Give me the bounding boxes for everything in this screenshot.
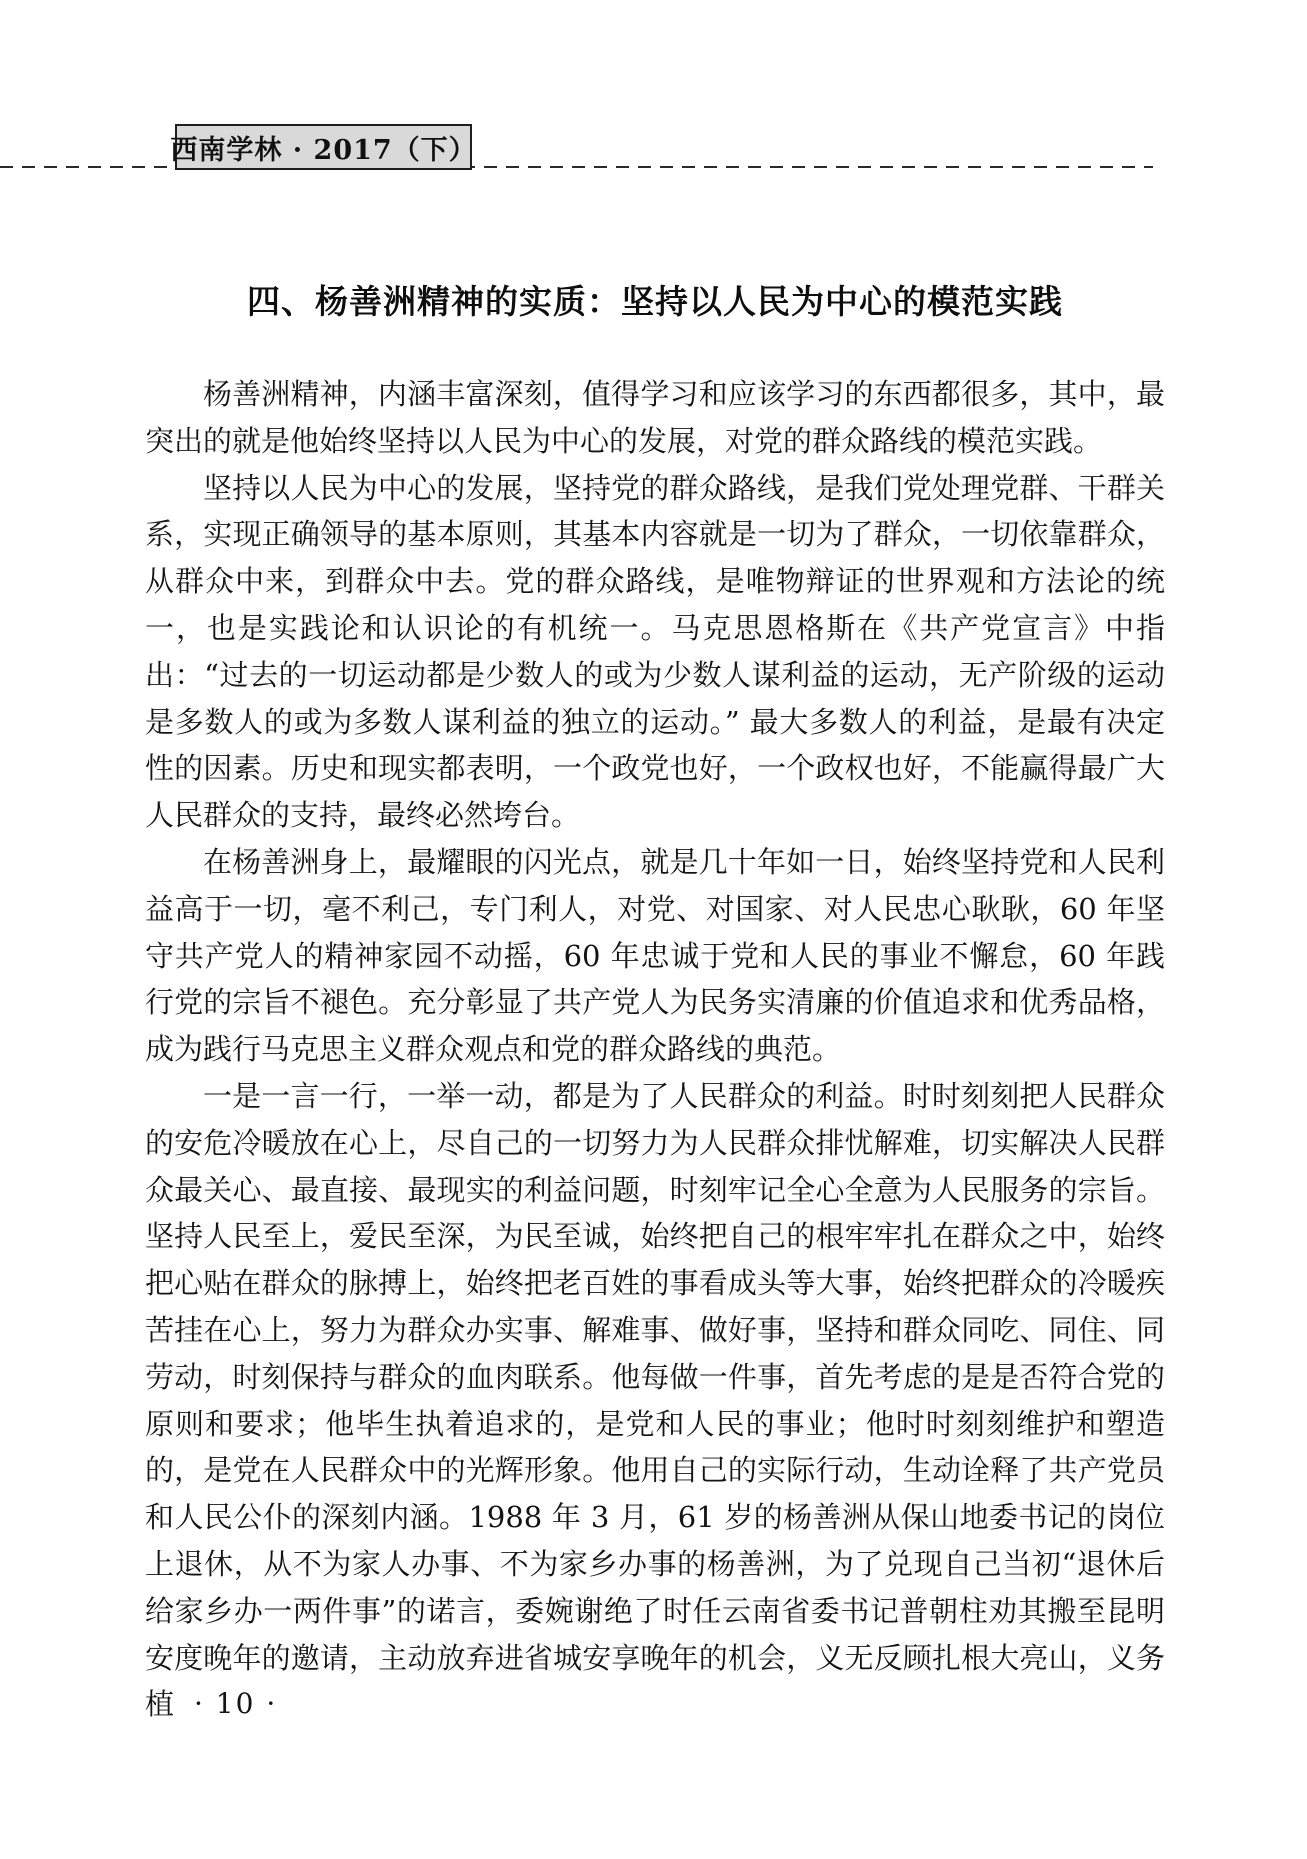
section-heading: 四、杨善洲精神的实质：坚持以人民为中心的模范实践 bbox=[247, 282, 1063, 321]
body-text bbox=[145, 371, 1165, 1728]
paragraph: 一是一言一行，一举一动，都是为了人民群众的利益。时时刻刻把人民群众的安危冷暖放在心上，尽自己的一切努力为人民群众排忧解难，切实解决人民群众最关心、最直接、最现实的利益问题，时刻牢记全心全意为人民服务的宗旨。坚持人民至上，爱民至深，为民至诚，始终把自己的根牢牢扎在群众之中，始终把心贴在群众的脉搏上，始终把老百姓的事看成头等大事，始终把群众的冷暖疾苦挂在心上，努力为群众办实事、解难事、做好事，坚持和群众同吃、同住、同劳动，时刻保持与群众的血肉联系。他每做一件事，首先考虑的是是否符合党的原则和要求；他毕生执着追求的，是党和人民的事业；他时时刻刻维护和塑造的，是党在人民群众中的光辉形象。他用自己的实际行动，生动诠释了共产党员和人民公仆的深刻内涵。1988 年 3 月，61 岁的杨善洲从保山地委书记的岗位上退休，从不为家人办事、不为家乡办事的杨善洲，为了兑现自己当初“退休后给家乡办一两件事”的诺言，委婉谢绝了时任云南省委书记普朝柱劝其搬至昆明安度晚年的邀请，主动放弃进省城安享晚年的机会，义无反顾扎根大亮山，义务植 bbox=[145, 1078, 1165, 1722]
page-number: · 10 · bbox=[194, 1687, 278, 1720]
journal-title: 西南学林 · 2017（下） bbox=[170, 134, 477, 166]
paragraph: 在杨善洲身上，最耀眼的闪光点，就是几十年如一日，始终坚持党和人民利益高于一切，毫不利己，专门利人，对党、对国家、对人民忠心耿耿，60 年坚守共产党人的精神家园不动摇，60 年忠诚于党和人民的事业不懈怠，60 年践行党的宗旨不褪色。充分彰显了共产党人为民务实清廉的价值追求和优秀品格，成为践行马克思主义群众观点和党的群众路线的典范。 bbox=[145, 844, 1165, 1067]
journal-header-box bbox=[170, 124, 477, 170]
paragraph: 杨善洲精神，内涵丰富深刻，值得学习和应该学习的东西都很多，其中，最突出的就是他始终坚持以人民为中心的发展，对党的群众路线的模范实践。 bbox=[145, 377, 1165, 458]
paragraph: 坚持以人民为中心的发展，坚持党的群众路线，是我们党处理党群、干群关系，实现正确领导的基本原则，其基本内容就是一切为了群众，一切依靠群众，从群众中来，到群众中去。党的群众路线，是唯物辩证的世界观和方法论的统一，也是实践论和认识论的有机统一。马克思恩格斯在《共产党宣言》中指出：“过去的一切运动都是少数人的或为少数人谋利益的运动，无产阶级的运动是多数人的或为多数人谋利益的独立的运动。” 最大多数人的利益，是最有决定性的因素。历史和现实都表明，一个政党也好，一个政权也好，不能赢得最广大人民群众的支持，最终必然垮台。 bbox=[145, 470, 1165, 833]
